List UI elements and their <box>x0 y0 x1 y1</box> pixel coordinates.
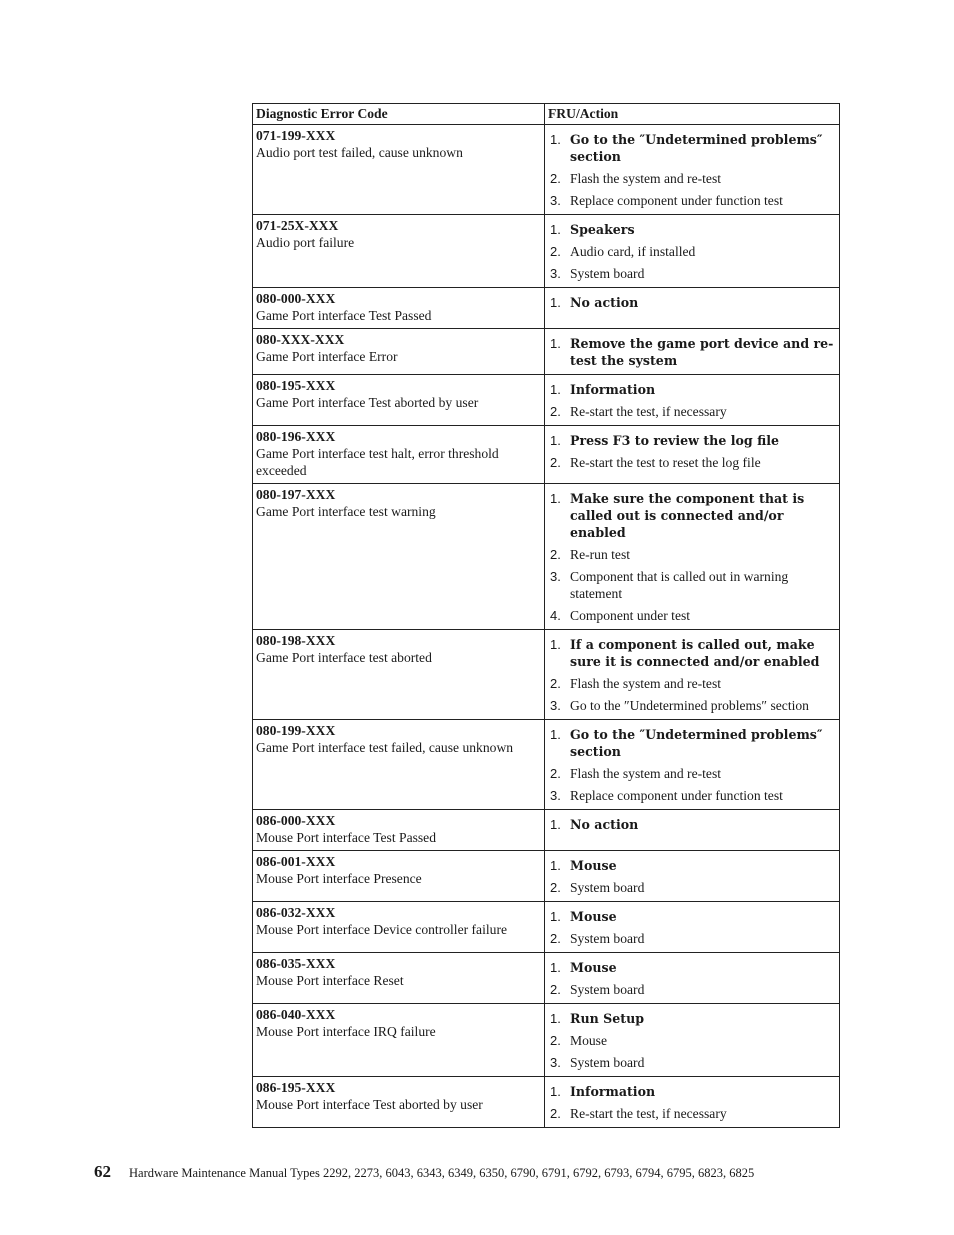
table-row <box>253 720 840 810</box>
step-text: Flash the system and re-test <box>570 766 722 781</box>
error-code-cell <box>253 375 545 426</box>
step-text: Remove the game port device and re-test the system <box>570 336 834 368</box>
action-step <box>550 1105 835 1122</box>
fru-action-cell <box>545 125 840 215</box>
action-step <box>550 1054 835 1071</box>
action-step <box>550 765 835 782</box>
step-text: Speakers <box>570 222 635 237</box>
step-number: 1. <box>550 909 561 924</box>
step-number: 1. <box>550 222 561 237</box>
action-step <box>550 959 835 976</box>
step-text: Component under test <box>570 608 691 623</box>
step-text: Mouse <box>570 858 617 873</box>
step-number: 1. <box>550 336 561 351</box>
step-number: 1. <box>550 433 561 448</box>
table-row <box>253 851 840 902</box>
error-code: 080-195-XXX <box>256 378 336 393</box>
diagnostic-error-table <box>252 103 840 1128</box>
step-text: System board <box>570 880 645 895</box>
action-step <box>550 403 835 420</box>
step-number: 3. <box>550 266 561 281</box>
step-text: Go to the ″Undetermined problems″ section <box>570 727 823 759</box>
error-description: Game Port interface test warning <box>256 504 436 519</box>
action-step <box>550 726 835 760</box>
step-text: Component that is called out in warning statement <box>570 569 789 601</box>
error-code-cell <box>253 329 545 375</box>
error-code: 086-195-XXX <box>256 1080 336 1095</box>
action-list <box>550 131 835 209</box>
step-text: Re-start the test to reset the log file <box>570 455 761 470</box>
error-code-cell <box>253 810 545 851</box>
error-code-cell <box>253 953 545 1004</box>
action-list <box>550 636 835 714</box>
fru-action-cell <box>545 375 840 426</box>
error-code: 080-XXX-XXX <box>256 332 345 347</box>
error-description: Mouse Port interface Test aborted by user <box>256 1097 483 1112</box>
action-step <box>550 568 835 602</box>
step-number: 2. <box>550 931 561 946</box>
step-number: 1. <box>550 858 561 873</box>
error-description: Game Port interface test aborted <box>256 650 432 665</box>
step-number: 3. <box>550 1055 561 1070</box>
step-text: Press F3 to review the log file <box>570 433 780 448</box>
action-step <box>550 607 835 624</box>
action-list <box>550 490 835 624</box>
table-row <box>253 1077 840 1128</box>
step-text: Run Setup <box>570 1011 645 1026</box>
step-number: 3. <box>550 788 561 803</box>
error-description: Game Port interface Test Passed <box>256 308 432 323</box>
action-list <box>550 816 835 833</box>
error-code-cell <box>253 125 545 215</box>
step-number: 4. <box>550 608 561 623</box>
action-list <box>550 726 835 804</box>
error-description: Mouse Port interface Reset <box>256 973 404 988</box>
action-step <box>550 243 835 260</box>
step-number: 2. <box>550 766 561 781</box>
action-list <box>550 432 835 471</box>
error-code: 086-000-XXX <box>256 813 336 828</box>
fru-action-cell <box>545 953 840 1004</box>
error-description: Mouse Port interface Test Passed <box>256 830 437 845</box>
action-list <box>550 221 835 282</box>
table-row <box>253 1004 840 1077</box>
fru-action-cell <box>545 426 840 484</box>
footer-title: Hardware Maintenance Manual Types 2292, 2273, 6043, 6343, 6349, 6350, 6790, 6791, 6792, 6793, 6794, 6795, 6823, 6825 <box>129 1166 755 1180</box>
error-code-cell <box>253 1077 545 1128</box>
step-text: If a component is called out, make sure it is connected and/or enabled <box>570 637 820 669</box>
table-row <box>253 125 840 215</box>
error-code: 071-199-XXX <box>256 128 336 143</box>
step-number: 2. <box>550 1106 561 1121</box>
step-number: 1. <box>550 817 561 832</box>
action-step <box>550 857 835 874</box>
error-code: 080-196-XXX <box>256 429 336 444</box>
error-code-cell <box>253 902 545 953</box>
action-list <box>550 1083 835 1122</box>
page-number: 62 <box>94 1162 111 1181</box>
table-header-row <box>253 104 840 125</box>
fru-action-cell <box>545 902 840 953</box>
error-code: 080-197-XXX <box>256 487 336 502</box>
column-header-fru-action: FRU/Action <box>545 104 840 125</box>
error-code-cell <box>253 215 545 288</box>
action-step <box>550 1032 835 1049</box>
step-number: 1. <box>550 132 561 147</box>
error-code: 086-035-XXX <box>256 956 336 971</box>
step-number: 2. <box>550 244 561 259</box>
step-text: No action <box>570 295 639 310</box>
fru-action-cell <box>545 630 840 720</box>
action-step <box>550 265 835 282</box>
column-header-error-code: Diagnostic Error Code <box>253 104 545 125</box>
step-text: Audio card, if installed <box>570 244 696 259</box>
table-row <box>253 329 840 375</box>
action-step <box>550 816 835 833</box>
fru-action-cell <box>545 484 840 630</box>
error-code-cell <box>253 720 545 810</box>
action-step <box>550 381 835 398</box>
fru-action-cell <box>545 329 840 375</box>
step-number: 2. <box>550 982 561 997</box>
step-text: Replace component under function test <box>570 788 783 803</box>
step-number: 1. <box>550 491 561 506</box>
table-row <box>253 484 840 630</box>
step-text: Make sure the component that is called out is connected and/or enabled <box>570 491 805 540</box>
action-list <box>550 294 835 311</box>
step-text: Mouse <box>570 1033 608 1048</box>
error-code: 086-032-XXX <box>256 905 336 920</box>
step-text: Information <box>570 382 656 397</box>
error-code: 080-199-XXX <box>256 723 336 738</box>
action-step <box>550 454 835 471</box>
table-row <box>253 630 840 720</box>
action-list <box>550 335 835 369</box>
error-code-cell <box>253 851 545 902</box>
error-code: 071-25X-XXX <box>256 218 339 233</box>
step-number: 1. <box>550 1084 561 1099</box>
action-step <box>550 1083 835 1100</box>
error-description: Game Port interface Test aborted by user <box>256 395 479 410</box>
step-number: 3. <box>550 193 561 208</box>
fru-action-cell <box>545 1004 840 1077</box>
fru-action-cell <box>545 720 840 810</box>
step-text: Go to the ″Undetermined problems″ section <box>570 132 823 164</box>
step-number: 1. <box>550 1011 561 1026</box>
fru-action-cell <box>545 288 840 329</box>
step-number: 1. <box>550 637 561 652</box>
step-text: Mouse <box>570 909 617 924</box>
error-code-cell <box>253 630 545 720</box>
error-description: Mouse Port interface Presence <box>256 871 422 886</box>
action-step <box>550 879 835 896</box>
error-description: Game Port interface Error <box>256 349 398 364</box>
step-number: 2. <box>550 880 561 895</box>
step-text: System board <box>570 266 645 281</box>
error-code: 080-000-XXX <box>256 291 336 306</box>
action-list <box>550 857 835 896</box>
step-number: 1. <box>550 295 561 310</box>
table-row <box>253 810 840 851</box>
action-step <box>550 1010 835 1027</box>
action-step <box>550 192 835 209</box>
error-description: Audio port failure <box>256 235 355 250</box>
table-row <box>253 288 840 329</box>
error-code-cell <box>253 426 545 484</box>
action-step <box>550 697 835 714</box>
error-code: 086-040-XXX <box>256 1007 336 1022</box>
step-text: Flash the system and re-test <box>570 171 722 186</box>
action-list <box>550 1010 835 1071</box>
error-code: 080-198-XXX <box>256 633 336 648</box>
error-description: Game Port interface test failed, cause unknown <box>256 740 514 755</box>
page-footer <box>94 1162 874 1184</box>
step-number: 2. <box>550 1033 561 1048</box>
error-description: Mouse Port interface Device controller failure <box>256 922 507 937</box>
step-number: 1. <box>550 727 561 742</box>
step-text: Information <box>570 1084 656 1099</box>
error-description: Game Port interface test halt, error threshold exceeded <box>256 446 499 478</box>
table-row <box>253 215 840 288</box>
step-number: 2. <box>550 404 561 419</box>
action-step <box>550 170 835 187</box>
action-step <box>550 546 835 563</box>
action-step <box>550 981 835 998</box>
error-code-cell <box>253 288 545 329</box>
action-step <box>550 131 835 165</box>
step-text: System board <box>570 982 645 997</box>
table-row <box>253 375 840 426</box>
step-text: Re-start the test, if necessary <box>570 1106 727 1121</box>
step-number: 2. <box>550 455 561 470</box>
error-description: Audio port test failed, cause unknown <box>256 145 463 160</box>
action-step <box>550 908 835 925</box>
fru-action-cell <box>545 215 840 288</box>
error-code: 086-001-XXX <box>256 854 336 869</box>
table-row <box>253 426 840 484</box>
action-list <box>550 959 835 998</box>
action-step <box>550 294 835 311</box>
fru-action-cell <box>545 851 840 902</box>
step-text: System board <box>570 931 645 946</box>
step-text: No action <box>570 817 639 832</box>
step-number: 1. <box>550 382 561 397</box>
step-text: System board <box>570 1055 645 1070</box>
action-step <box>550 221 835 238</box>
step-text: Mouse <box>570 960 617 975</box>
table-row <box>253 953 840 1004</box>
action-step <box>550 930 835 947</box>
action-step <box>550 787 835 804</box>
table-body <box>253 125 840 1128</box>
step-text: Re-run test <box>570 547 631 562</box>
table-row <box>253 902 840 953</box>
action-list <box>550 908 835 947</box>
step-text: Replace component under function test <box>570 193 783 208</box>
step-number: 3. <box>550 569 561 584</box>
step-text: Flash the system and re-test <box>570 676 722 691</box>
action-step <box>550 675 835 692</box>
action-step <box>550 432 835 449</box>
error-code-cell <box>253 1004 545 1077</box>
action-list <box>550 381 835 420</box>
step-number: 3. <box>550 698 561 713</box>
action-step <box>550 335 835 369</box>
step-text: Go to the ″Undetermined problems″ section <box>570 698 809 713</box>
step-text: Re-start the test, if necessary <box>570 404 727 419</box>
error-description: Mouse Port interface IRQ failure <box>256 1024 436 1039</box>
step-number: 2. <box>550 171 561 186</box>
fru-action-cell <box>545 810 840 851</box>
step-number: 1. <box>550 960 561 975</box>
action-step <box>550 490 835 541</box>
fru-action-cell <box>545 1077 840 1128</box>
step-number: 2. <box>550 547 561 562</box>
action-step <box>550 636 835 670</box>
step-number: 2. <box>550 676 561 691</box>
error-code-cell <box>253 484 545 630</box>
